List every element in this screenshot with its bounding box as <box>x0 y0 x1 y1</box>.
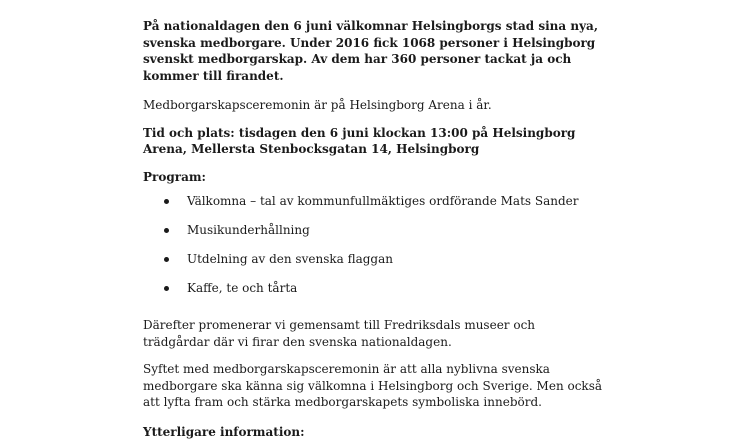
more-info-heading: Ytterligare information: <box>143 424 603 440</box>
program-item <box>143 222 603 251</box>
purpose-paragraph: Syftet med medborgarskapsceremonin är att alla nyblivna svenska medborgare ska känna sig välkomna i Helsingborg och Sverige. Men också att lyfta fram och stärka medborgarskapets symboliska innebörd. <box>143 361 603 411</box>
program-item <box>143 251 603 280</box>
bullet-icon <box>164 228 169 233</box>
venue-paragraph: Medborgarskapsceremonin är på Helsingborg Arena i år. <box>143 97 603 114</box>
intro-paragraph: På nationaldagen den 6 juni välkomnar Helsingborgs stad sina nya, svenska medborgare. Under 2016 fick 1068 personer i Helsingborg svenskt medborgarskap. Av dem har 360 personer tackat ja och kommer till firandet. <box>143 18 603 84</box>
program-item-label: Musikunderhållning <box>187 223 310 237</box>
program-heading: Program: <box>143 169 603 186</box>
program-item-label: Välkomna – tal av kommunfullmäktiges ordförande Mats Sander <box>187 194 578 208</box>
program-item <box>143 280 603 309</box>
program-item-label: Utdelning av den svenska flaggan <box>187 252 393 266</box>
bullet-icon <box>164 199 169 204</box>
program-item <box>143 193 603 222</box>
after-paragraph: Därefter promenerar vi gemensamt till Fredriksdals museer och trädgårdar där vi firar den svenska nationaldagen. <box>143 317 603 350</box>
document-page <box>143 18 603 440</box>
bullet-icon <box>164 257 169 262</box>
time-place-paragraph: Tid och plats: tisdagen den 6 juni klockan 13:00 på Helsingborg Arena, Mellersta Stenbocksgatan 14, Helsingborg <box>143 125 603 158</box>
bullet-icon <box>164 286 169 291</box>
program-list <box>143 193 603 309</box>
program-item-label: Kaffe, te och tårta <box>187 281 297 295</box>
